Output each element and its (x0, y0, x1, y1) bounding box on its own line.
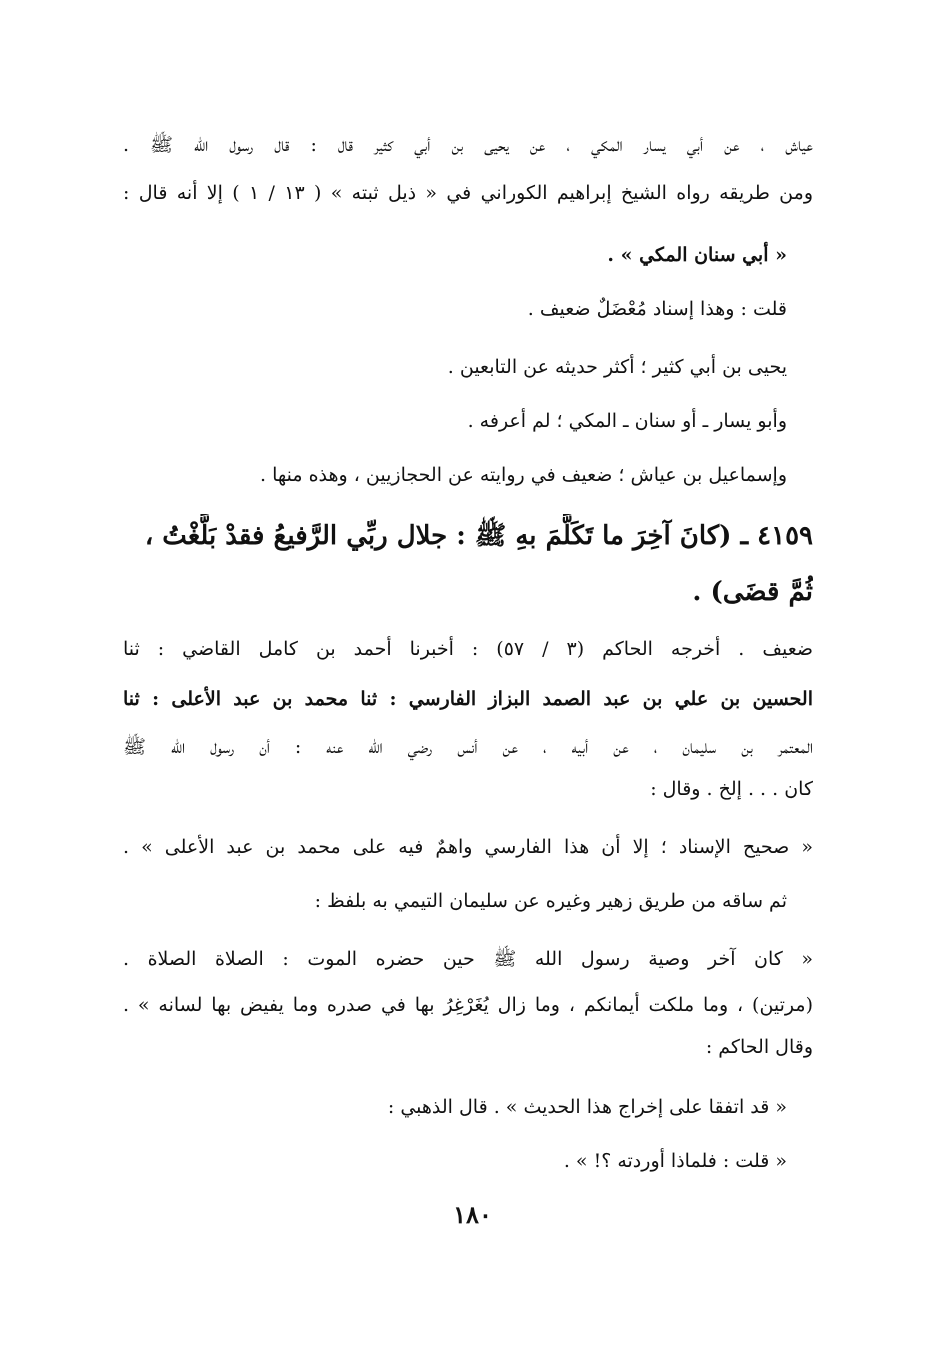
text-line: الحسين بن علي بن عبد الصمد البزاز الفارسي : ثنا محمد بن عبد الأعلى : ثنا (123, 688, 813, 710)
text-line: وأبو يسار ـ أو سنان ـ المكي ؛ لم أعرفه . (467, 410, 787, 432)
page-number: ١٨٠ (453, 1200, 492, 1229)
text-line: ثم ساقه من طريق زهير وغيره عن سليمان التيمي به بلفظ : (314, 890, 787, 912)
text-line: عياش ، عن أبي يسار المكي ، عن يحيى بن أبي كثير قال : قال رسول الله ﷺ . (123, 134, 813, 156)
quote-line: « كان آخر وصية رسول الله ﷺ حين حضره الموت : الصلاة الصلاة . (123, 948, 813, 970)
hadith-heading: ٤١٥٩ ـ (كانَ آخِرَ ما تَكَلَّمَ بهِ ﷺ : جلال ربِّي الرَّفيعُ فقدْ بَلَّغْتُ ، (144, 521, 813, 551)
quote-line: (مرتين) ، وما ملكت أيمانكم ، وما زال يُغَرْغِرُ بها في صدره وما يفيض بها لسانه » . (123, 994, 813, 1016)
quote-line: « قلت : فلماذا أوردته ؟! » . (563, 1150, 787, 1172)
text-line: كان . . . إلخ . وقال : (650, 778, 813, 800)
quote-line: « صحيح الإسناد ؛ إلا أن هذا الفارسي واهمٌ فيه على محمد بن عبد الأعلى » . (123, 836, 813, 858)
text-line: قلت : وهذا إسناد مُعْضَلٌ ضعيف . (527, 298, 787, 320)
text-line: المعتمر بن سليمان ، عن أبيه ، عن أنس رضي الله عنه : أن رسول الله ﷺ (123, 736, 813, 758)
text-line: ضعيف . أخرجه الحاكم (٣ / ٥٧) : أخبرنا أحمد بن كامل القاضي : ثنا (123, 638, 813, 660)
hadith-heading: ثُمَّ قضَى) . (692, 577, 813, 607)
text-line: وإسماعيل بن عياش ؛ ضعيف في روايته عن الحجازيين ، وهذه منها . (260, 464, 787, 486)
text-line: وقال الحاكم : (705, 1036, 813, 1058)
quote-line: « قد اتفقا على إخراج هذا الحديث » . قال الذهبي : (387, 1096, 787, 1118)
quote-line: « أبي سنان المكي » . (607, 244, 787, 266)
text-line: يحيى بن أبي كثير ؛ أكثر حديثه عن التابعين . (447, 356, 787, 378)
text-line: ومن طريقه رواه الشيخ إبراهيم الكوراني في « ذيل ثبته » ( ١٣ / ١ ) إلا أنه قال : (123, 182, 813, 204)
